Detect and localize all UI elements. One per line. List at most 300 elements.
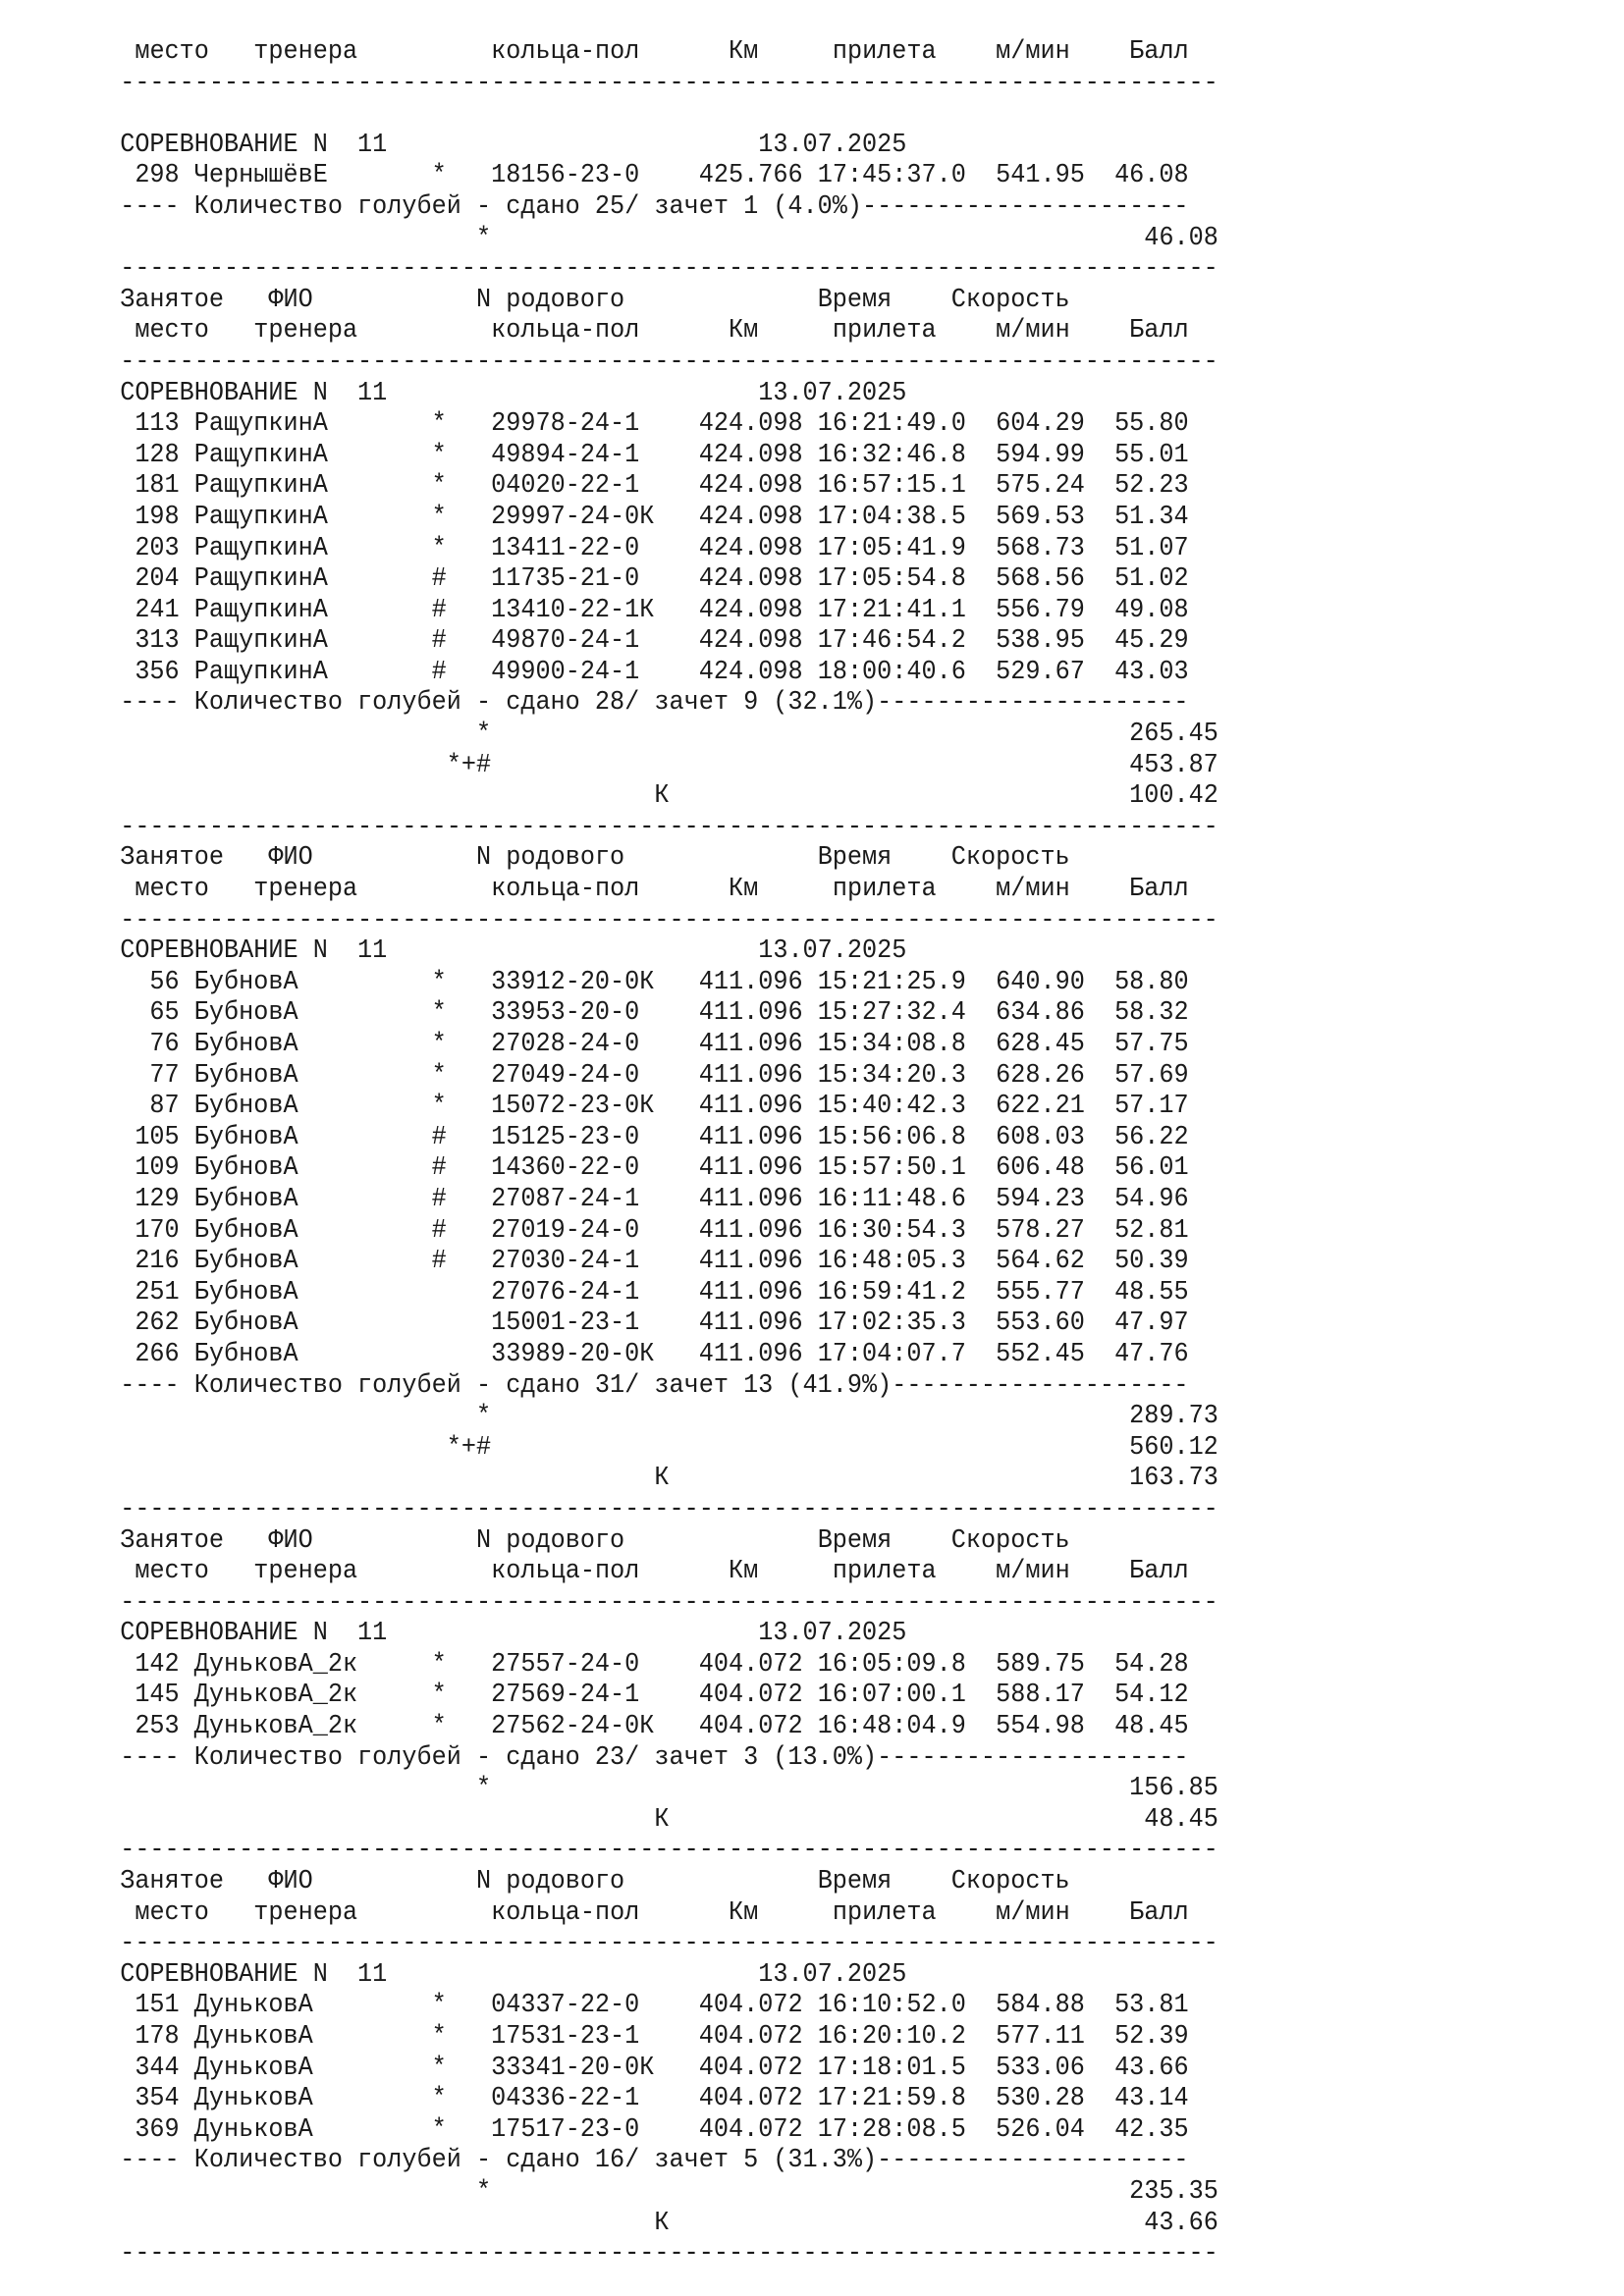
row-score: 54.28 <box>1114 1649 1189 1680</box>
row-time: 17:05:54.8 <box>817 564 966 595</box>
row-km: 425.766 <box>698 161 803 191</box>
row-ring: 33912-20-0К <box>491 967 699 997</box>
row-time: 16:10:52.0 <box>817 1991 966 2021</box>
row-name: РащупкинА <box>193 502 432 532</box>
table-row <box>120 2115 1527 2147</box>
row-ring: 15072-23-0К <box>491 1092 699 1122</box>
row-name: ДуньковА <box>193 1991 432 2021</box>
row-name: БубновА <box>193 998 432 1029</box>
row-score: 58.32 <box>1114 998 1189 1029</box>
row-time: 16:57:15.1 <box>817 471 966 502</box>
header-row-bottom <box>120 1898 1527 1930</box>
header-speed: м/мин <box>996 1557 1070 1587</box>
total-value: 156.85 <box>1129 1774 1218 1804</box>
row-km: 411.096 <box>698 1092 803 1122</box>
table-row <box>120 968 1527 999</box>
row-speed: 552.45 <box>996 1339 1085 1369</box>
row-place: 253 <box>120 1712 180 1742</box>
header-km: Км <box>729 316 759 347</box>
row-km: 424.098 <box>698 564 803 595</box>
header-km: Км <box>729 875 759 905</box>
row-speed: 538.95 <box>996 626 1085 657</box>
row-score: 56.22 <box>1114 1122 1189 1152</box>
table-row <box>120 1340 1527 1371</box>
header-speed-top: Скорость <box>950 843 1070 874</box>
row-ring: 27557-24-0 <box>491 1649 699 1680</box>
table-row <box>120 1153 1527 1185</box>
row-km: 424.098 <box>698 502 803 532</box>
summary: ---- Количество голубей - сдано 28/ зачет 9 (32.1%)--------------------- <box>120 688 1189 719</box>
row-time: 16:59:41.2 <box>817 1277 966 1308</box>
row-ring: 18156-23-0 <box>491 161 699 191</box>
total-row <box>120 2177 1527 2209</box>
row-time: 18:00:40.6 <box>817 657 966 687</box>
competition-row <box>120 379 1527 410</box>
blank-line <box>120 99 1527 131</box>
row-name: ДуньковА <box>193 2053 432 2083</box>
row-km: 424.098 <box>698 471 803 502</box>
row-time: 17:28:08.5 <box>817 2114 966 2145</box>
table-row <box>120 2054 1527 2085</box>
row-name: ДуньковА_2к <box>193 1712 432 1742</box>
total-label: * <box>475 720 492 750</box>
competition-date: 13.07.2025 <box>758 1619 907 1649</box>
table-row <box>120 998 1527 1030</box>
summary: ---- Количество голубей - сдано 16/ зачет 5 (31.3%)--------------------- <box>120 2146 1189 2176</box>
row-name: БубновА <box>193 1247 432 1277</box>
header-place-top: Занятое <box>120 285 225 315</box>
row-score: 48.45 <box>1114 1712 1189 1742</box>
total-label: * <box>475 2176 492 2207</box>
total-row <box>120 1433 1527 1465</box>
total-value: 453.87 <box>1129 750 1218 780</box>
header-ring-top: N родового <box>476 285 625 315</box>
row-mark: * <box>431 998 492 1029</box>
row-speed: 553.60 <box>996 1308 1085 1339</box>
header-trainer: тренера <box>253 316 358 347</box>
divider-line <box>120 813 1527 844</box>
row-time: 17:46:54.2 <box>817 626 966 657</box>
row-time: 15:56:06.8 <box>817 1122 966 1152</box>
divider-line <box>120 1588 1527 1620</box>
table-row <box>120 534 1527 565</box>
header-ring-top: N родового <box>476 1867 625 1897</box>
row-score: 52.23 <box>1114 471 1189 502</box>
row-speed: 589.75 <box>996 1649 1085 1680</box>
table-row <box>120 1308 1527 1340</box>
header-fio: ФИО <box>268 1867 313 1897</box>
row-speed: 568.56 <box>996 564 1085 595</box>
results-report <box>0 37 1527 2270</box>
row-name: ДуньковА <box>193 2022 432 2052</box>
row-time: 17:04:38.5 <box>817 502 966 532</box>
header-row-bottom <box>120 1557 1527 1588</box>
row-mark: * <box>431 1712 492 1742</box>
table-row <box>120 1185 1527 1216</box>
row-place: 77 <box>120 1060 180 1091</box>
header-score: Балл <box>1129 37 1189 67</box>
divider-line <box>120 347 1527 379</box>
competition-date: 13.07.2025 <box>758 130 907 160</box>
table-row <box>120 596 1527 627</box>
header-speed: м/мин <box>996 316 1070 347</box>
competition-label: СОРЕВНОВАНИЕ N 11 <box>120 936 388 967</box>
row-score: 42.35 <box>1114 2114 1189 2145</box>
competition-row <box>120 1619 1527 1650</box>
row-ring: 27562-24-0К <box>491 1712 699 1742</box>
total-value: 265.45 <box>1129 720 1218 750</box>
row-speed: 628.26 <box>996 1060 1085 1091</box>
competition-label: СОРЕВНОВАНИЕ N 11 <box>120 130 388 160</box>
header-arrival: прилета <box>832 1557 937 1587</box>
row-name: БубновА <box>193 1092 432 1122</box>
table-row <box>120 1123 1527 1154</box>
row-mark: # <box>431 1184 492 1214</box>
header-ring: кольца-пол <box>491 37 640 67</box>
header-arrival: прилета <box>832 1897 937 1928</box>
header-trainer: тренера <box>253 1897 358 1928</box>
row-place: 109 <box>120 1153 180 1184</box>
row-place: 105 <box>120 1122 180 1152</box>
row-km: 411.096 <box>698 967 803 997</box>
row-score: 57.69 <box>1114 1060 1189 1091</box>
row-place: 178 <box>120 2022 180 2052</box>
row-mark: * <box>431 1991 492 2021</box>
row-place: 344 <box>120 2053 180 2083</box>
row-mark: * <box>431 161 492 191</box>
row-score: 52.81 <box>1114 1215 1189 1246</box>
row-speed: 533.06 <box>996 2053 1085 2083</box>
row-score: 55.80 <box>1114 409 1189 440</box>
table-row <box>120 1681 1527 1712</box>
row-ring: 27049-24-0 <box>491 1060 699 1091</box>
row-mark: * <box>431 1649 492 1680</box>
row-place: 113 <box>120 409 180 440</box>
row-speed: 569.53 <box>996 502 1085 532</box>
header-fio: ФИО <box>268 1525 313 1556</box>
row-mark: * <box>431 1030 492 1059</box>
row-mark: # <box>431 564 492 595</box>
row-time: 16:05:09.8 <box>817 1649 966 1680</box>
row-km: 424.098 <box>698 657 803 687</box>
header-place: место <box>135 37 209 67</box>
row-speed: 584.88 <box>996 1991 1085 2021</box>
header-km: Км <box>729 1557 759 1587</box>
total-label: * <box>475 223 492 253</box>
row-name: БубновА <box>193 1308 432 1339</box>
row-place: 216 <box>120 1247 180 1277</box>
competition-date: 13.07.2025 <box>758 1959 907 1990</box>
row-ring: 29997-24-0К <box>491 502 699 532</box>
header-ring-top: N родового <box>476 843 625 874</box>
header-row-top <box>120 286 1527 317</box>
total-value: 48.45 <box>1144 1804 1218 1835</box>
total-row <box>120 224 1527 255</box>
header-time: Время <box>817 843 893 874</box>
competition-label: СОРЕВНОВАНИЕ N 11 <box>120 378 388 408</box>
competition-row <box>120 131 1527 162</box>
row-mark <box>432 1278 491 1308</box>
row-ring: 29978-24-1 <box>491 409 699 440</box>
row-ring: 27076-24-1 <box>491 1277 699 1308</box>
row-mark: # <box>431 626 492 657</box>
row-mark: * <box>431 2114 492 2145</box>
row-speed: 640.90 <box>996 967 1085 997</box>
row-place: 313 <box>120 626 180 657</box>
row-mark: # <box>431 1153 492 1184</box>
header-time: Время <box>817 1525 893 1556</box>
total-value: 43.66 <box>1144 2208 1218 2238</box>
row-score: 45.29 <box>1114 626 1189 657</box>
competition-row <box>120 936 1527 968</box>
row-name: БубновА <box>193 1060 432 1091</box>
row-km: 404.072 <box>698 1681 803 1711</box>
row-time: 16:48:05.3 <box>817 1247 966 1277</box>
header-trainer: тренера <box>253 37 358 67</box>
row-mark: # <box>431 1215 492 1246</box>
row-km: 404.072 <box>698 1712 803 1742</box>
row-mark: * <box>431 409 492 440</box>
table-row <box>120 1061 1527 1093</box>
row-name: РащупкинА <box>193 440 432 470</box>
row-km: 404.072 <box>698 1649 803 1680</box>
row-score: 49.08 <box>1114 595 1189 625</box>
row-time: 15:21:25.9 <box>817 967 966 997</box>
row-score: 43.66 <box>1114 2053 1189 2083</box>
row-score: 58.80 <box>1114 967 1189 997</box>
header-row-bottom <box>120 37 1527 69</box>
row-mark: * <box>431 967 492 997</box>
row-ring: 33989-20-0К <box>491 1339 699 1369</box>
header-place: место <box>135 316 209 347</box>
row-score: 46.08 <box>1114 161 1189 191</box>
header-place-top: Занятое <box>120 1867 225 1897</box>
header-arrival: прилета <box>832 875 937 905</box>
row-ring: 27569-24-1 <box>491 1681 699 1711</box>
divider: -------------------------------------------------------------------------- <box>120 68 1218 98</box>
row-mark: * <box>431 440 492 470</box>
row-km: 411.096 <box>698 1277 803 1308</box>
table-row <box>120 1991 1527 2022</box>
row-time: 17:18:01.5 <box>817 2053 966 2083</box>
row-time: 16:20:10.2 <box>817 2022 966 2052</box>
header-place: место <box>135 1557 209 1587</box>
row-score: 55.01 <box>1114 440 1189 470</box>
row-name: РащупкинА <box>193 533 432 563</box>
row-name: ЧернышёвЕ <box>193 161 432 191</box>
row-ring: 14360-22-0 <box>491 1153 699 1184</box>
row-km: 404.072 <box>698 1991 803 2021</box>
row-name: БубновА <box>193 1277 432 1308</box>
total-row <box>120 751 1527 782</box>
table-row <box>120 1216 1527 1248</box>
header-score: Балл <box>1129 875 1189 905</box>
row-score: 43.03 <box>1114 657 1189 687</box>
row-km: 411.096 <box>698 1184 803 1214</box>
row-time: 17:21:41.1 <box>817 595 966 625</box>
row-mark: # <box>431 1122 492 1152</box>
row-place: 170 <box>120 1215 180 1246</box>
row-name: ДуньковА <box>193 2084 432 2114</box>
row-speed: 575.24 <box>996 471 1085 502</box>
table-row <box>120 626 1527 658</box>
divider-line <box>120 1929 1527 1960</box>
row-km: 411.096 <box>698 1153 803 1184</box>
row-name: РащупкинА <box>193 595 432 625</box>
row-score: 52.39 <box>1114 2022 1189 2052</box>
row-speed: 594.99 <box>996 440 1085 470</box>
summary: ---- Количество голубей - сдано 25/ зачет 1 (4.0%)---------------------- <box>120 191 1189 222</box>
row-name: РащупкинА <box>193 657 432 687</box>
row-score: 54.12 <box>1114 1681 1189 1711</box>
row-km: 411.096 <box>698 1060 803 1091</box>
row-name: БубновА <box>193 967 432 997</box>
row-ring: 04336-22-1 <box>491 2084 699 2114</box>
row-place: 203 <box>120 533 180 563</box>
row-ring: 11735-21-0 <box>491 564 699 595</box>
total-value: 46.08 <box>1144 223 1218 253</box>
total-label: К <box>654 2208 670 2238</box>
total-value: 289.73 <box>1129 1402 1218 1432</box>
row-name: РащупкинА <box>193 409 432 440</box>
divider: -------------------------------------------------------------------------- <box>120 254 1218 285</box>
header-ring: кольца-пол <box>491 1557 640 1587</box>
row-place: 241 <box>120 595 180 625</box>
divider-line <box>120 906 1527 937</box>
competition-date: 13.07.2025 <box>758 378 907 408</box>
row-mark <box>432 1340 491 1369</box>
row-speed: 577.11 <box>996 2022 1085 2052</box>
row-km: 411.096 <box>698 1339 803 1369</box>
header-place: место <box>135 1897 209 1928</box>
row-place: 298 <box>120 161 180 191</box>
row-km: 424.098 <box>698 409 803 440</box>
header-ring: кольца-пол <box>491 875 640 905</box>
row-km: 411.096 <box>698 1215 803 1246</box>
header-speed: м/мин <box>996 875 1070 905</box>
summary-row <box>120 1743 1527 1775</box>
row-speed: 594.23 <box>996 1184 1085 1214</box>
header-ring-top: N родового <box>476 1525 625 1556</box>
row-ring: 04337-22-0 <box>491 1991 699 2021</box>
header-speed: м/мин <box>996 37 1070 67</box>
row-mark: * <box>431 1092 492 1122</box>
row-km: 411.096 <box>698 1030 803 1059</box>
row-speed: 530.28 <box>996 2084 1085 2114</box>
row-km: 424.098 <box>698 626 803 657</box>
divider: -------------------------------------------------------------------------- <box>120 1587 1218 1618</box>
row-mark: * <box>431 2022 492 2052</box>
row-mark: # <box>431 657 492 687</box>
total-label: *+# <box>446 750 492 780</box>
divider: -------------------------------------------------------------------------- <box>120 905 1218 935</box>
row-place: 128 <box>120 440 180 470</box>
summary-row <box>120 688 1527 720</box>
summary-row <box>120 1371 1527 1403</box>
competition-label: СОРЕВНОВАНИЕ N 11 <box>120 1959 388 1990</box>
row-place: 145 <box>120 1681 180 1711</box>
row-place: 369 <box>120 2114 180 2145</box>
row-speed: 578.27 <box>996 1215 1085 1246</box>
row-speed: 628.45 <box>996 1030 1085 1059</box>
header-place-top: Занятое <box>120 1525 225 1556</box>
row-place: 251 <box>120 1277 180 1308</box>
row-speed: 541.95 <box>996 161 1085 191</box>
row-place: 198 <box>120 502 180 532</box>
header-row-bottom <box>120 316 1527 347</box>
header-trainer: тренера <box>253 875 358 905</box>
row-ring: 15001-23-1 <box>491 1308 699 1339</box>
row-name: РащупкинА <box>193 471 432 502</box>
row-time: 16:48:04.9 <box>817 1712 966 1742</box>
row-place: 356 <box>120 657 180 687</box>
row-place: 204 <box>120 564 180 595</box>
row-ring: 49900-24-1 <box>491 657 699 687</box>
row-place: 87 <box>120 1092 180 1122</box>
row-time: 15:27:32.4 <box>817 998 966 1029</box>
divider: -------------------------------------------------------------------------- <box>120 347 1218 377</box>
row-place: 65 <box>120 998 180 1029</box>
divider: -------------------------------------------------------------------------- <box>120 1836 1218 1866</box>
table-row <box>120 441 1527 472</box>
row-place: 262 <box>120 1308 180 1339</box>
total-value: 100.42 <box>1129 781 1218 812</box>
header-arrival: прилета <box>832 316 937 347</box>
header-score: Балл <box>1129 1897 1189 1928</box>
row-time: 15:57:50.1 <box>817 1153 966 1184</box>
header-place: место <box>135 875 209 905</box>
header-fio: ФИО <box>268 843 313 874</box>
row-score: 54.96 <box>1114 1184 1189 1214</box>
total-row <box>120 2209 1527 2240</box>
table-row <box>120 409 1527 441</box>
divider-line <box>120 1836 1527 1867</box>
row-mark: * <box>431 502 492 532</box>
row-ring: 33341-20-0К <box>491 2053 699 2083</box>
total-value: 560.12 <box>1129 1432 1218 1463</box>
row-speed: 556.79 <box>996 595 1085 625</box>
row-speed: 634.86 <box>996 998 1085 1029</box>
header-speed-top: Скорость <box>950 285 1070 315</box>
summary-row <box>120 2146 1527 2177</box>
row-score: 51.07 <box>1114 533 1189 563</box>
row-name: ДуньковА_2к <box>193 1649 432 1680</box>
row-score: 43.14 <box>1114 2084 1189 2114</box>
table-row <box>120 1092 1527 1123</box>
row-name: РащупкинА <box>193 626 432 657</box>
row-speed: 568.73 <box>996 533 1085 563</box>
table-row <box>120 1712 1527 1743</box>
row-score: 51.02 <box>1114 564 1189 595</box>
row-place: 56 <box>120 967 180 997</box>
row-name: ДуньковА <box>193 2114 432 2145</box>
row-name: БубновА <box>193 1184 432 1214</box>
row-mark <box>432 1308 491 1338</box>
row-time: 15:40:42.3 <box>817 1092 966 1122</box>
table-row <box>120 2022 1527 2054</box>
summary: ---- Количество голубей - сдано 23/ зачет 3 (13.0%)--------------------- <box>120 1742 1189 1773</box>
divider-line <box>120 2239 1527 2270</box>
row-place: 354 <box>120 2084 180 2114</box>
header-score: Балл <box>1129 316 1189 347</box>
total-row <box>120 781 1527 813</box>
row-score: 51.34 <box>1114 502 1189 532</box>
total-value: 235.35 <box>1129 2176 1218 2207</box>
row-km: 404.072 <box>698 2114 803 2145</box>
row-time: 17:21:59.8 <box>817 2084 966 2114</box>
row-score: 47.76 <box>1114 1339 1189 1369</box>
table-row <box>120 161 1527 192</box>
